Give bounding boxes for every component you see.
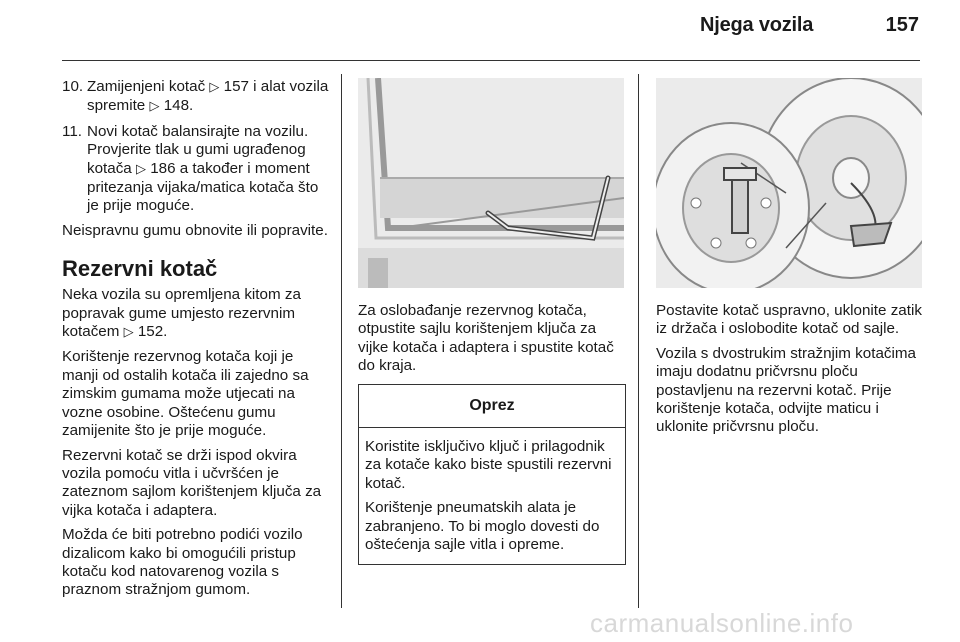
section-title: Rezervni kotač [62, 256, 218, 282]
illustration-spare-wheel-winch [358, 78, 624, 288]
spare-wheel-illustration [656, 78, 922, 288]
header-rule [62, 60, 920, 61]
illustration-spare-wheel-pin [656, 78, 922, 288]
step-text: Zamijenjeni kotač ▷ 157 i alat vozila spremite ▷ 148. [87, 78, 329, 115]
step-text: Novi kotač balansirajte na vozilu. Provjerite tlak u gumi ugrađenog kotača ▷ 186 a također i moment pritezanja vijaka/matica kotača što je prije moguće. [87, 122, 319, 215]
paragraph: Neka vozila su opremljena kitom za popravak gume umjesto rezervnim kotačem ▷ 152. [62, 286, 301, 341]
column-3 [656, 78, 922, 443]
paragraph: Postavite kotač uspravno, uklonite zatik iz držača i oslobodite kotač od sajle. [656, 302, 922, 338]
step-number: 10. [62, 78, 84, 95]
column-divider-1 [341, 74, 342, 608]
column-2 [358, 78, 626, 565]
watermark: carmanualsonline.info [590, 608, 854, 638]
page-header-title: Njega vozila [700, 14, 814, 36]
paragraph: Rezervni kotač se drži ispod okvira vozila pomoću vitla i učvršćen je zateznom sajlom korištenjem ključa za vijka kotača i adaptera. [62, 446, 322, 519]
page-ref-icon: ▷ [149, 99, 160, 115]
step-11 [62, 123, 332, 216]
page-number: 157 [885, 14, 919, 36]
paragraph: Neispravnu gumu obnovite ili popravite. [62, 221, 328, 239]
step-number: 11. [62, 122, 82, 140]
paragraph: Korištenje rezervnog kotača koji je manji od ostalih kotača ili zajedno sa zimskim gumama može utjecati na vozne osobine. Oštećenu gumu zamijenite što je prije moguće. [62, 348, 309, 440]
caution-paragraph: Koristite isključivo ključ i prilagodnik za kotače kako biste spustili rezervni kotač. [365, 438, 612, 492]
column-divider-2 [638, 74, 639, 608]
caution-box [358, 384, 626, 566]
winch-key-illustration [358, 78, 624, 288]
page-ref-icon: ▷ [135, 161, 146, 177]
column-1 [62, 78, 332, 606]
page-ref-icon: ▷ [209, 80, 220, 95]
caution-title: Oprez [359, 385, 625, 428]
page-ref-icon: ▷ [123, 325, 134, 341]
paragraph: Za oslobađanje rezervnog kotača, otpustite sajlu korištenjem ključa za vijke kotača i adaptera i spustite kotač do kraja. [358, 302, 614, 375]
paragraph: Vozila s dvostrukim stražnjim kotačima imaju dodatnu pričvrsnu ploču postavljenu na rezervni kotač. Prije korištenje kotača, odvijte maticu i uklonite pričvrsnu ploču. [656, 344, 916, 436]
paragraph: Možda će biti potrebno podići vozilo dizalicom kako bi omogućili pristup kotaču kod natovarenog vozila s praznom stražnjom gumom. [62, 526, 303, 599]
step-10 [62, 78, 332, 117]
caution-paragraph: Korištenje pneumatskih alata je zabranjeno. To bi moglo dovesti do oštećenja sajle vitla i opreme. [365, 499, 600, 554]
caution-body [359, 428, 625, 564]
